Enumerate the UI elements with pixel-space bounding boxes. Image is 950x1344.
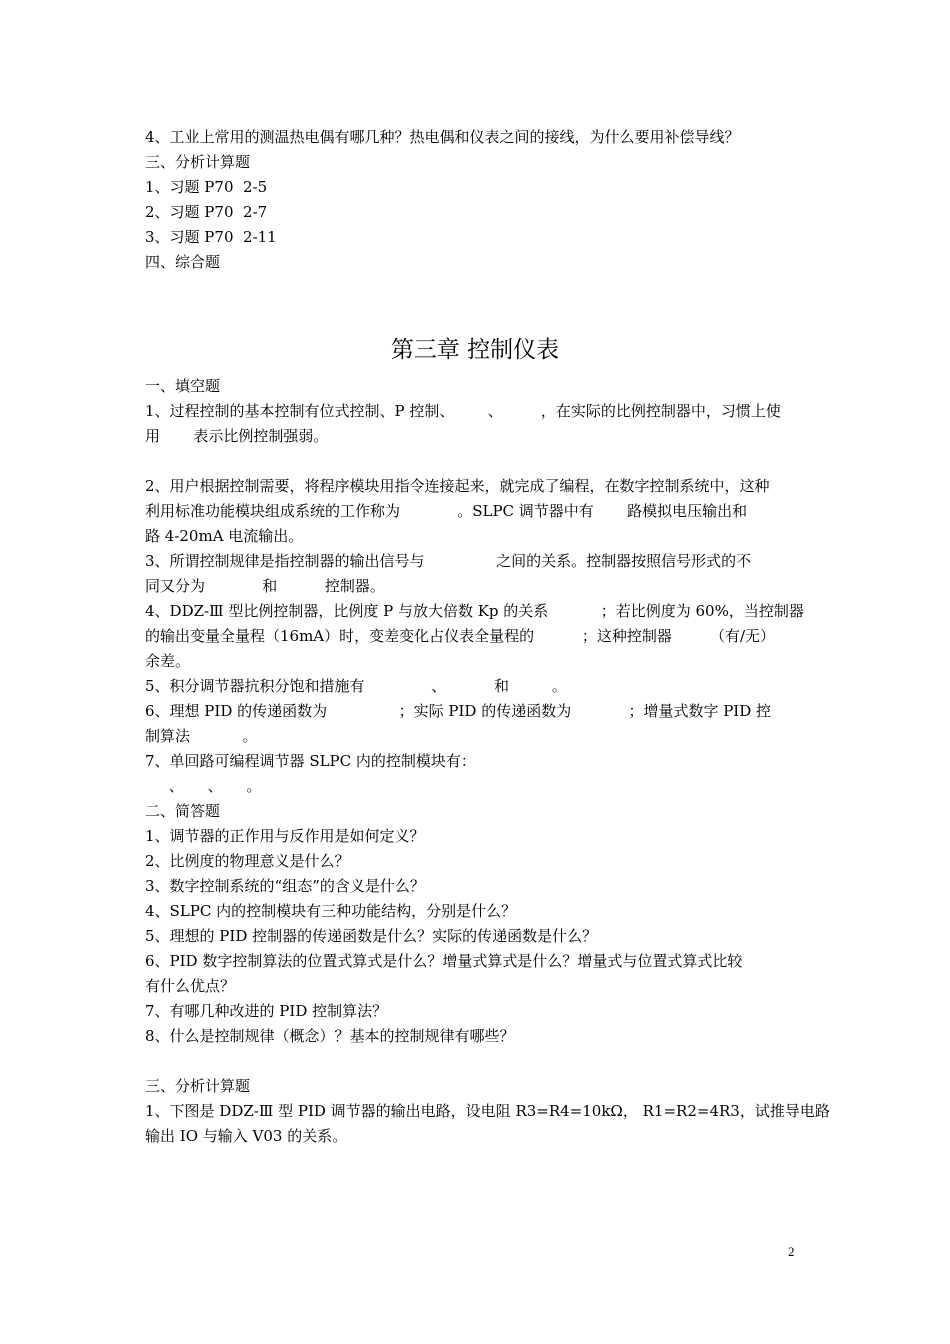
page-number: 2 (788, 1244, 795, 1259)
section-heading: 三、分析计算题 (145, 153, 251, 171)
text-line: 5、理想的 PID 控制器的传递函数是什么？实际的传递函数是什么？ (145, 927, 598, 945)
section-heading: 三、分析计算题 (145, 1077, 251, 1095)
text-line: 有什么优点？ (145, 977, 236, 995)
text-line: 1、习题 P70 2-5 (145, 178, 268, 196)
text-line: 制算法 。 (145, 727, 258, 745)
text-line: 2、用户根据控制需要，将程序模块用指令连接起来，就完成了编程，在数字控制系统中，这种 (145, 477, 770, 495)
text-line: 1、过程控制的基本控制有位式控制、P 控制、 、 ，在实际的比例控制器中，习惯上使 (145, 402, 781, 420)
text-line: 4、工业上常用的测温热电偶有哪几种？热电偶和仪表之间的接线，为什么要用补偿导线？ (145, 128, 740, 146)
section-heading: 二、简答题 (145, 802, 221, 820)
section-heading: 四、综合题 (145, 253, 221, 271)
text-line: 6、理想 PID 的传递函数为 ；实际 PID 的传递函数为 ；增量式数字 PID 控 (145, 702, 772, 720)
text-line: 3、习题 P70 2-11 (145, 228, 277, 246)
text-line: 7、单回路可编程调节器 SLPC 内的控制模块有： (145, 752, 476, 770)
text-line: 1、下图是 DDZ-Ⅲ 型 PID 调节器的输出电路，设电阻 R3=R4=10kΩ， R1=R2=4R3，试推导电路 (145, 1102, 830, 1120)
text-line: 路 4-20mA 电流输出。 (145, 527, 304, 545)
text-line: 7、有哪几种改进的 PID 控制算法？ (145, 1002, 388, 1020)
text-line: 2、比例度的物理意义是什么？ (145, 852, 350, 870)
text-line: 6、PID 数字控制算法的位置式算式是什么？增量式算式是什么？增量式与位置式算式比较 (145, 952, 743, 970)
chapter-title: 第三章 控制仪表 (390, 337, 560, 363)
text-line: 8、什么是控制规律（概念）？基本的控制规律有哪些？ (145, 1027, 515, 1045)
text-line: 3、所谓控制规律是指控制器的输出信号与 之间的关系。控制器按照信号形式的不 (145, 552, 752, 570)
section-heading: 一、填空题 (145, 377, 221, 395)
text-line: 余差。 (145, 652, 191, 670)
text-line: 输出 IO 与输入 V03 的关系。 (145, 1127, 348, 1145)
text-line: 2、习题 P70 2-7 (145, 203, 268, 221)
text-line: 4、DDZ-Ⅲ 型比例控制器，比例度 P 与放大倍数 Kp 的关系 ；若比例度为 60%，当控制器 (145, 602, 804, 620)
text-line: 3、数字控制系统的“组态”的含义是什么？ (145, 877, 425, 895)
text-line: 、 、 。 (145, 777, 262, 795)
text-line: 同又分为 和 控制器。 (145, 577, 385, 595)
text-line: 1、调节器的正作用与反作用是如何定义？ (145, 827, 425, 845)
text-line: 利用标准功能模块组成系统的工作称为 。SLPC 调节器中有 路模拟电压输出和 (145, 502, 748, 520)
text-line: 的输出变量全量程（16mA）时，变差变化占仪表全量程的 ；这种控制器 （有/无） (145, 627, 776, 645)
text-line: 5、积分调节器抗积分饱和措施有 、 和 。 (145, 677, 567, 695)
text-line: 用 表示比例控制强弱。 (145, 427, 329, 445)
text-line: 4、SLPC 内的控制模块有三种功能结构，分别是什么？ (145, 902, 517, 920)
